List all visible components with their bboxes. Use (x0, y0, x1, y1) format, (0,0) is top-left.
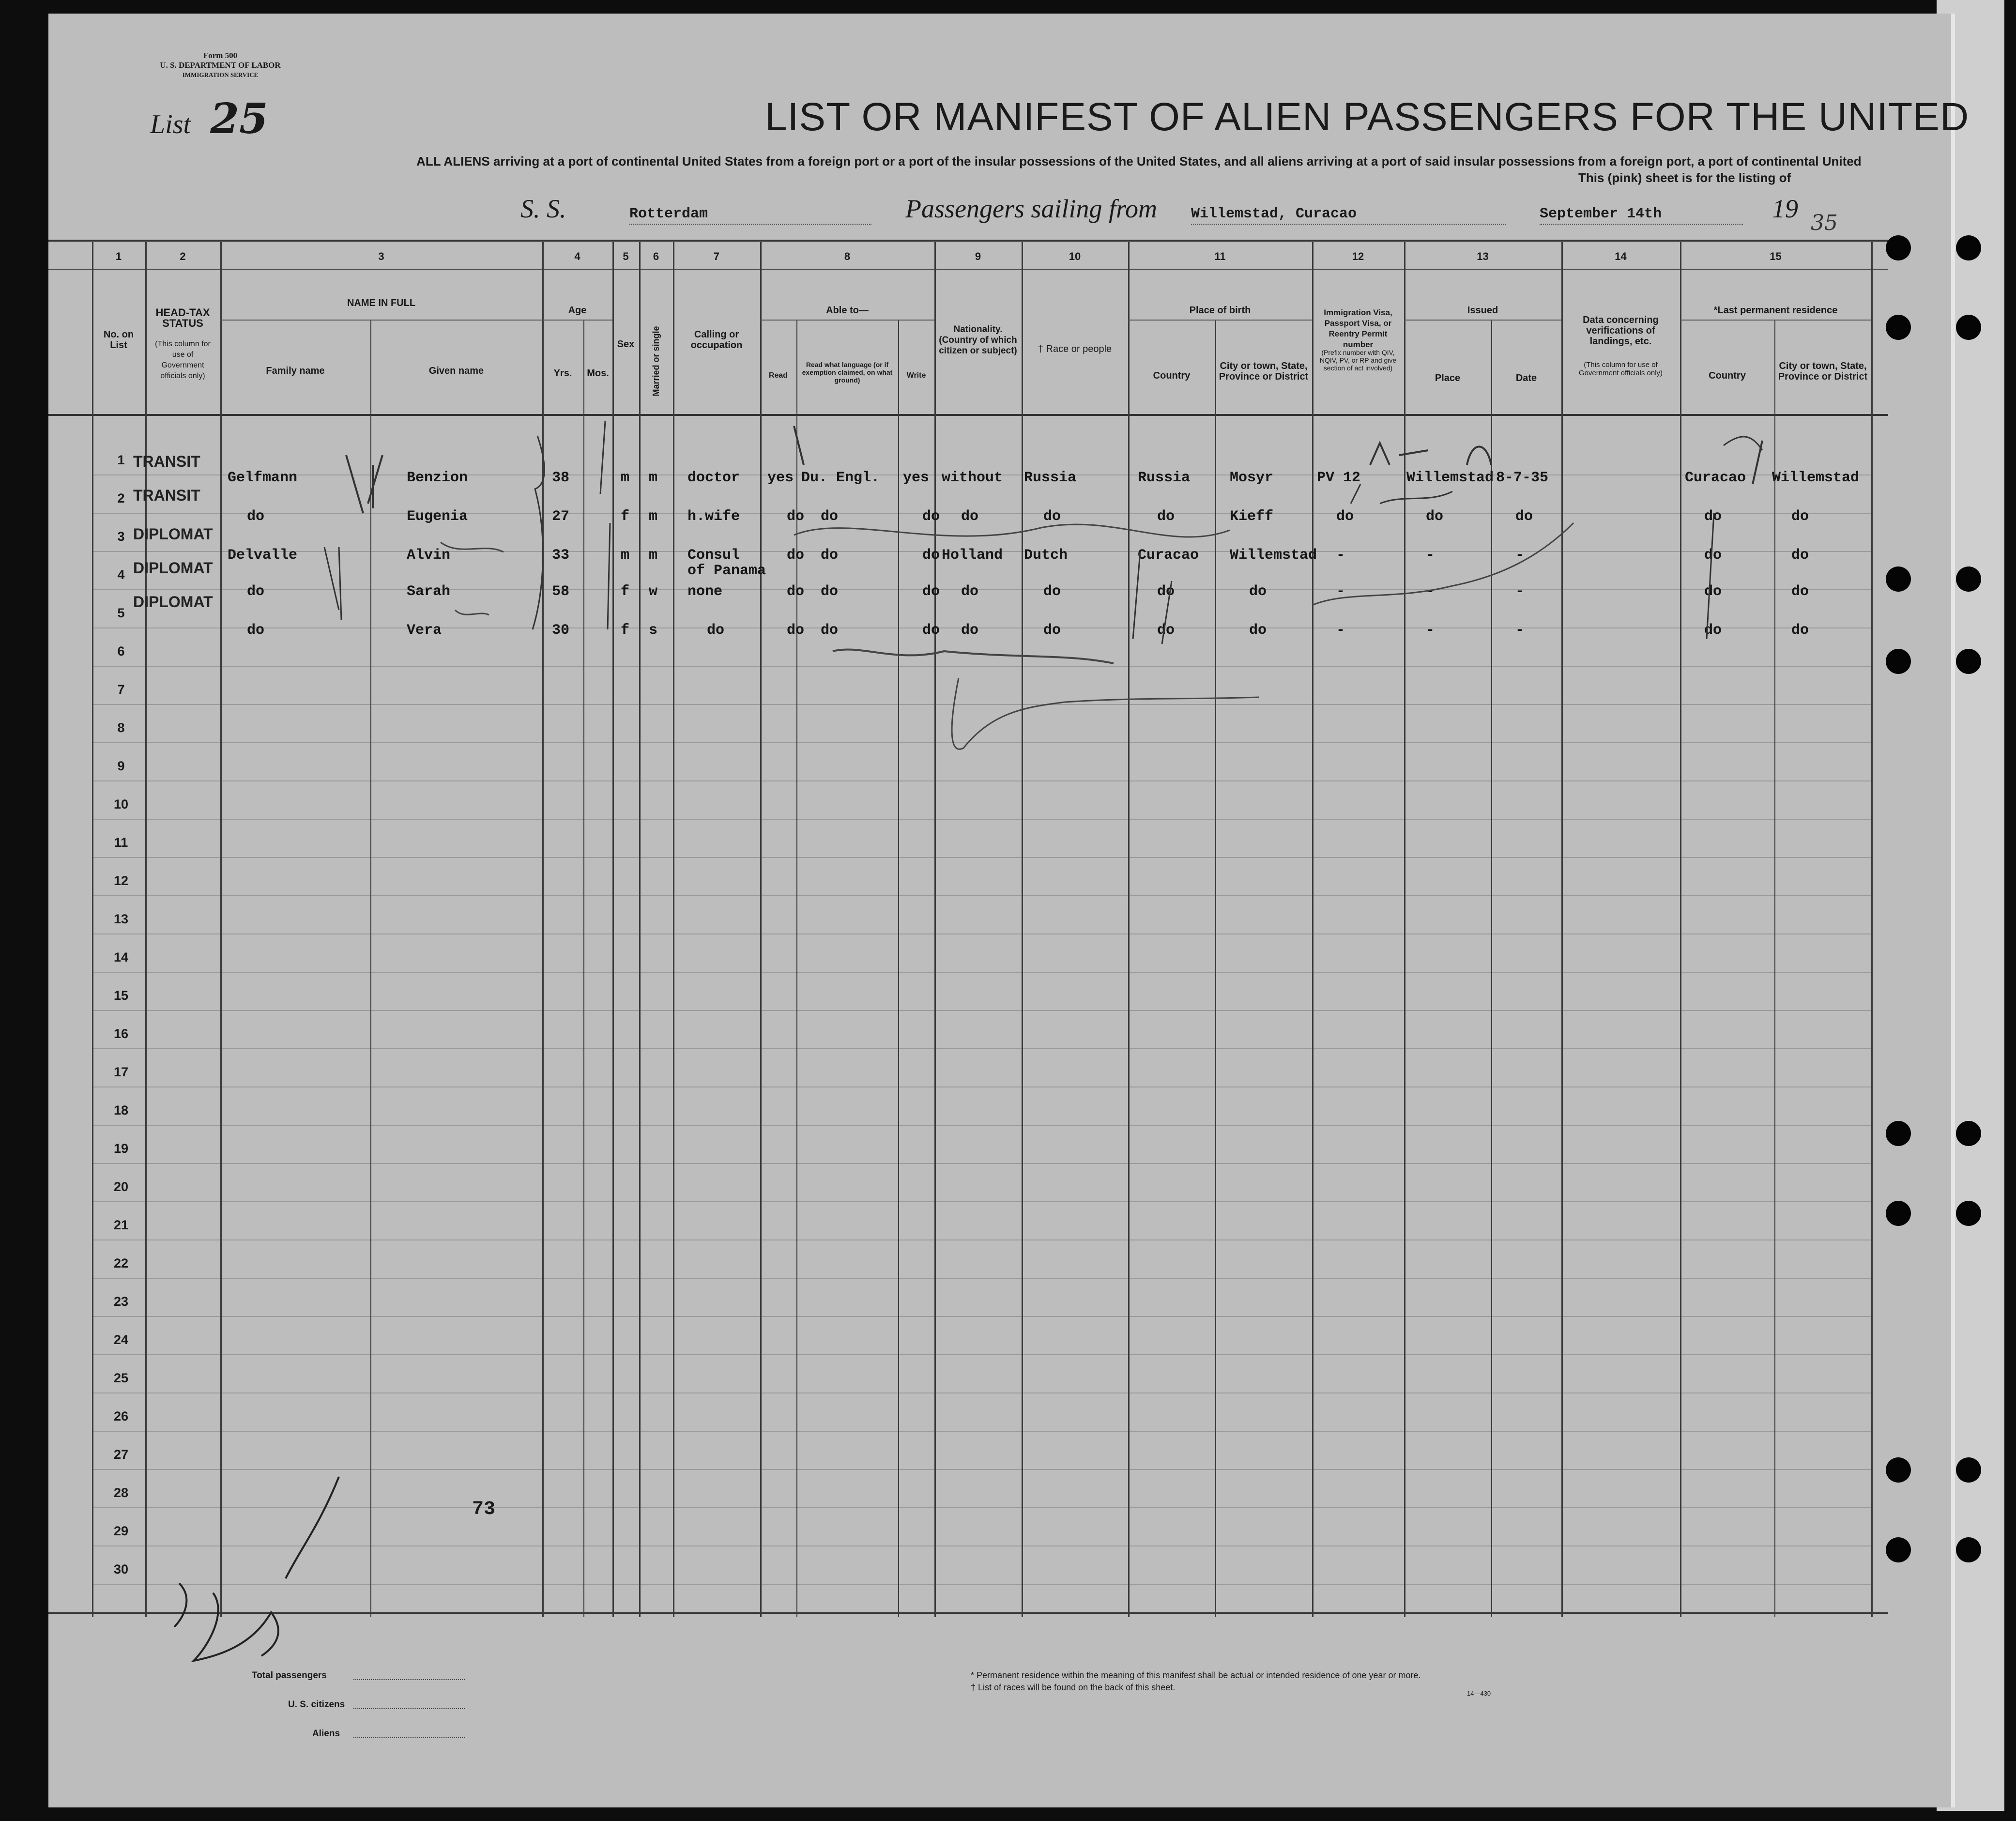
visa-cell: - (1336, 547, 1345, 564)
birth-city-cell: Kieff (1230, 508, 1274, 525)
row-number: 15 (113, 988, 129, 1003)
row-number: 21 (113, 1218, 129, 1232)
row-number: 3 (117, 529, 125, 544)
row-number: 13 (113, 912, 129, 926)
column-number: 15 (1770, 250, 1782, 262)
binder-hole (1956, 649, 1981, 674)
subtitle-line-1: ALL ALIENS arriving at a port of continental United States from a foreign port or a port of the insular possessions of the United States, and all aliens arriving at a port of said insular possessions from a foreign port, a port of continental United (416, 154, 1862, 168)
residence-country-cell: Curacao (1685, 470, 1746, 486)
binder-hole (1886, 1537, 1911, 1562)
binder-hole (1886, 1457, 1911, 1483)
row-number: 14 (113, 950, 129, 964)
header-birth-city: City or town, State, Province or District (1219, 361, 1309, 382)
visa-cell: PV 12 (1317, 470, 1361, 486)
occupation-cell: doctor (687, 470, 740, 486)
header-mos: Mos. (587, 368, 609, 379)
footer-total-passengers: Total passengers (252, 1670, 327, 1681)
nationality-cell: do (961, 508, 979, 525)
column-number: 12 (1352, 250, 1364, 262)
list-number-value: 25 (210, 94, 268, 143)
column-number: 4 (574, 250, 580, 262)
issued-place-cell: - (1426, 622, 1435, 639)
status-stamp: DIPLOMAT (133, 559, 213, 577)
age-cell: 33 (552, 547, 570, 564)
family-name-cell: do (247, 583, 265, 600)
header-family-name: Family name (266, 366, 325, 376)
header-residence-city: City or town, State, Province or District (1778, 361, 1868, 382)
sex-cell: m (621, 547, 630, 564)
marital-status-cell: m (649, 547, 658, 564)
header-sex: Sex (617, 339, 635, 350)
header-race: † Race or people (1038, 344, 1112, 354)
read-cell: do (787, 547, 805, 564)
row-number: 25 (113, 1371, 129, 1385)
departure-port: Willemstad, Curacao (1191, 206, 1357, 222)
residence-city-cell: do (1791, 622, 1809, 639)
column-number: 5 (623, 250, 629, 262)
given-name-cell: Eugenia (407, 508, 468, 525)
header-married: Married or single (651, 326, 661, 397)
birth-country-cell: do (1157, 622, 1175, 639)
row-number: 20 (113, 1179, 129, 1194)
page-title: LIST OR MANIFEST OF ALIEN PASSENGERS FOR THE UNITED (765, 95, 1970, 139)
header-read: Read (768, 371, 788, 380)
column-number: 14 (1615, 250, 1627, 262)
column-number: 6 (653, 250, 659, 262)
header-write: Write (906, 371, 926, 380)
residence-country-cell: do (1704, 622, 1722, 639)
write-cell: yes (903, 470, 930, 486)
write-cell: do (922, 508, 940, 525)
row-number: 17 (113, 1065, 129, 1079)
stamp-number: 73 (472, 1499, 496, 1520)
family-name-cell: do (247, 622, 265, 639)
issued-place-cell: - (1426, 583, 1435, 600)
aliens-line (353, 1737, 465, 1738)
column-number: 13 (1477, 250, 1489, 262)
list-label: List (150, 109, 191, 139)
issued-date-cell: - (1515, 583, 1525, 600)
binder-hole (1886, 649, 1911, 674)
sailing-label: Passengers sailing from (905, 194, 1158, 223)
nationality-cell: do (961, 622, 979, 639)
marital-status-cell: m (649, 470, 658, 486)
marital-status-cell: m (649, 508, 658, 525)
departure-date: September 14th (1540, 206, 1662, 222)
column-number: 9 (975, 250, 981, 262)
issued-date-cell: 8-7-35 (1496, 470, 1549, 486)
header-last-residence: *Last permanent residence (1713, 305, 1838, 316)
issued-date-cell: do (1515, 508, 1533, 525)
binder-hole (1886, 566, 1911, 592)
row-number: 4 (117, 567, 125, 582)
ship-name: Rotterdam (629, 206, 708, 222)
footer-us-citizens: U. S. citizens (288, 1699, 345, 1710)
race-cell: do (1043, 508, 1061, 525)
binder-hole (1956, 566, 1981, 592)
year-prefix: 19 (1772, 194, 1798, 223)
write-cell: do (922, 547, 940, 564)
row-number: 19 (113, 1141, 129, 1156)
subtitle-line-2: This (pink) sheet is for the listing of (1578, 170, 1791, 185)
row-number: 11 (114, 835, 128, 850)
row-number: 22 (113, 1256, 129, 1270)
row-number: 29 (113, 1524, 129, 1538)
header-given-name: Given name (428, 366, 484, 376)
birth-country-cell: do (1157, 508, 1175, 525)
binder-hole (1956, 235, 1981, 260)
us-citizens-line (353, 1708, 465, 1709)
sex-cell: f (621, 583, 630, 600)
row-number: 7 (117, 682, 125, 697)
race-cell: Russia (1024, 470, 1077, 486)
footer-note-races: † List of races will be found on the back of this sheet. (971, 1683, 1176, 1692)
read-cell: do (787, 508, 805, 525)
binder-hole (1956, 1457, 1981, 1483)
footer-form-code: 14—430 (1467, 1690, 1491, 1697)
issued-place-cell: Willemstad (1406, 470, 1494, 486)
occupation-cell: do (707, 622, 725, 639)
row-number: 5 (117, 606, 125, 620)
row-number: 23 (113, 1294, 129, 1309)
header-birth-country: Country (1153, 370, 1191, 381)
read-cell: yes (767, 470, 794, 486)
footer-aliens: Aliens (312, 1729, 340, 1739)
given-name-cell: Alvin (407, 547, 451, 564)
marital-status-cell: s (649, 622, 658, 639)
header-name-in-full: NAME IN FULL (347, 298, 416, 308)
status-stamp: DIPLOMAT (133, 525, 213, 543)
occupation-cell: none (687, 583, 723, 600)
birth-country-cell: do (1157, 583, 1175, 600)
race-cell: do (1043, 583, 1061, 600)
family-name-cell: do (247, 508, 265, 525)
row-number: 16 (113, 1026, 129, 1041)
sex-cell: m (621, 470, 630, 486)
year-suffix: 35 (1811, 211, 1838, 235)
race-cell: Dutch (1024, 547, 1068, 564)
column-number: 11 (1214, 250, 1226, 262)
binder-hole (1886, 1201, 1911, 1226)
row-number: 8 (117, 720, 125, 735)
visa-cell: do (1336, 508, 1354, 525)
row-number: 28 (113, 1485, 129, 1500)
residence-city-cell: do (1791, 583, 1809, 600)
binder-hole (1886, 315, 1911, 340)
sex-cell: f (621, 508, 630, 525)
row-number: 27 (113, 1447, 129, 1462)
form-number: Form 500 (203, 51, 238, 60)
read-cell: do (787, 583, 805, 600)
row-number: 12 (113, 873, 129, 888)
status-stamp: TRANSIT (133, 453, 200, 470)
nationality-cell: Holland (942, 547, 1003, 564)
header-calling: Calling or occupation (690, 329, 743, 351)
header-yrs: Yrs. (553, 368, 572, 379)
marital-status-cell: w (649, 583, 658, 600)
header-age: Age (568, 305, 587, 316)
residence-country-cell: do (1704, 547, 1722, 564)
birth-country-cell: Curacao (1138, 547, 1199, 564)
age-cell: 38 (552, 470, 570, 486)
footer-note-residence: * Permanent residence within the meaning of this manifest shall be actual or intended residence of one year or more. (971, 1670, 1421, 1680)
write-cell: do (922, 583, 940, 600)
header-visa: Immigration Visa, Passport Visa, or Reentry Permit number (1324, 308, 1392, 349)
column-number: 7 (713, 250, 720, 262)
residence-city-cell: do (1791, 508, 1809, 525)
header-head-tax-note: (This column for use of Government officials only) (155, 340, 211, 380)
race-cell: do (1043, 622, 1061, 639)
language-cell: do (821, 583, 839, 600)
row-number: 1 (117, 453, 125, 467)
status-stamp: DIPLOMAT (133, 593, 213, 611)
row-number: 10 (113, 797, 129, 811)
sex-cell: f (621, 622, 630, 639)
birth-city-cell: do (1249, 583, 1267, 600)
residence-city-cell: do (1791, 547, 1809, 564)
write-cell: do (922, 622, 940, 639)
binder-hole (1956, 315, 1981, 340)
column-number: 3 (378, 250, 384, 262)
residence-city-cell: Willemstad (1772, 470, 1860, 486)
issued-place-cell: do (1426, 508, 1444, 525)
issued-date-cell: - (1515, 547, 1525, 564)
language-cell: do (821, 547, 839, 564)
age-cell: 27 (552, 508, 570, 525)
read-cell: do (787, 622, 805, 639)
column-number: 1 (115, 250, 122, 262)
row-number: 24 (113, 1332, 129, 1347)
row-number: 6 (117, 644, 125, 658)
row-number: 2 (117, 491, 125, 505)
birth-city-cell: Willemstad (1230, 547, 1317, 564)
issued-date-cell: - (1515, 622, 1525, 639)
status-stamp: TRANSIT (133, 487, 200, 504)
row-number: 18 (113, 1103, 129, 1117)
column-number: 2 (180, 250, 186, 262)
header-issued: Issued (1467, 305, 1498, 316)
column-number: 8 (844, 250, 851, 262)
age-cell: 58 (552, 583, 570, 600)
occupation-cell: Consul (687, 547, 740, 564)
row-number: 9 (117, 759, 125, 773)
column-number: 10 (1069, 250, 1081, 262)
language-cell: do (821, 508, 839, 525)
row-number: 30 (113, 1562, 129, 1576)
residence-country-cell: do (1704, 508, 1722, 525)
header-place-of-birth: Place of birth (1189, 305, 1251, 316)
header-able-to: Able to— (826, 305, 869, 316)
birth-city-cell: do (1249, 622, 1267, 639)
occupation-cell: h.wife (687, 508, 740, 525)
binder-hole (1956, 1201, 1981, 1226)
total-passengers-line (353, 1679, 465, 1680)
language-cell: do (821, 622, 839, 639)
nationality-cell: do (961, 583, 979, 600)
header-read-language: Read what language (or if exemption claimed, on what ground) (802, 361, 893, 384)
family-name-cell: Delvalle (228, 547, 298, 564)
header-residence-country: Country (1709, 370, 1746, 381)
given-name-cell: Benzion (407, 470, 468, 486)
service-name: IMMIGRATION SERVICE (182, 71, 259, 78)
family-name-cell: Gelfmann (228, 470, 298, 486)
header-nationality: Nationality. (Country of which citizen or subject) (939, 324, 1017, 356)
language-cell: Du. Engl. (801, 470, 880, 486)
visa-cell: - (1336, 622, 1345, 639)
birth-country-cell: Russia (1138, 470, 1191, 486)
binder-hole (1956, 1537, 1981, 1562)
header-issued-date: Date (1515, 373, 1537, 383)
birth-city-cell: Mosyr (1230, 470, 1274, 486)
issued-place-cell: - (1426, 547, 1435, 564)
header-data-verification: Data concerning verifications of landings, etc. (1583, 315, 1659, 347)
header-head-tax: HEAD-TAX STATUS (155, 306, 210, 329)
binder-hole (1956, 1121, 1981, 1146)
ship-label: S. S. (520, 194, 566, 223)
nationality-cell: without (942, 470, 1003, 486)
given-name-cell: Vera (407, 622, 442, 639)
header-issued-place: Place (1435, 373, 1461, 383)
binder-hole (1886, 1121, 1911, 1146)
department-name: U. S. DEPARTMENT OF LABOR (160, 61, 281, 70)
given-name-cell: Sarah (407, 583, 451, 600)
row-number: 26 (113, 1409, 129, 1423)
header-visa-note: (Prefix number with QIV, NQIV, PV, or RP and give section of act involved) (1319, 349, 1397, 372)
occupation-cell-line-2: of Panama (687, 563, 766, 579)
age-cell: 30 (552, 622, 570, 639)
visa-cell: - (1336, 583, 1345, 600)
header-data-verification-note: (This column for use of Government officials only) (1578, 361, 1663, 377)
binder-hole (1886, 235, 1911, 260)
header-no-on-list: No. on List (103, 329, 134, 351)
residence-country-cell: do (1704, 583, 1722, 600)
